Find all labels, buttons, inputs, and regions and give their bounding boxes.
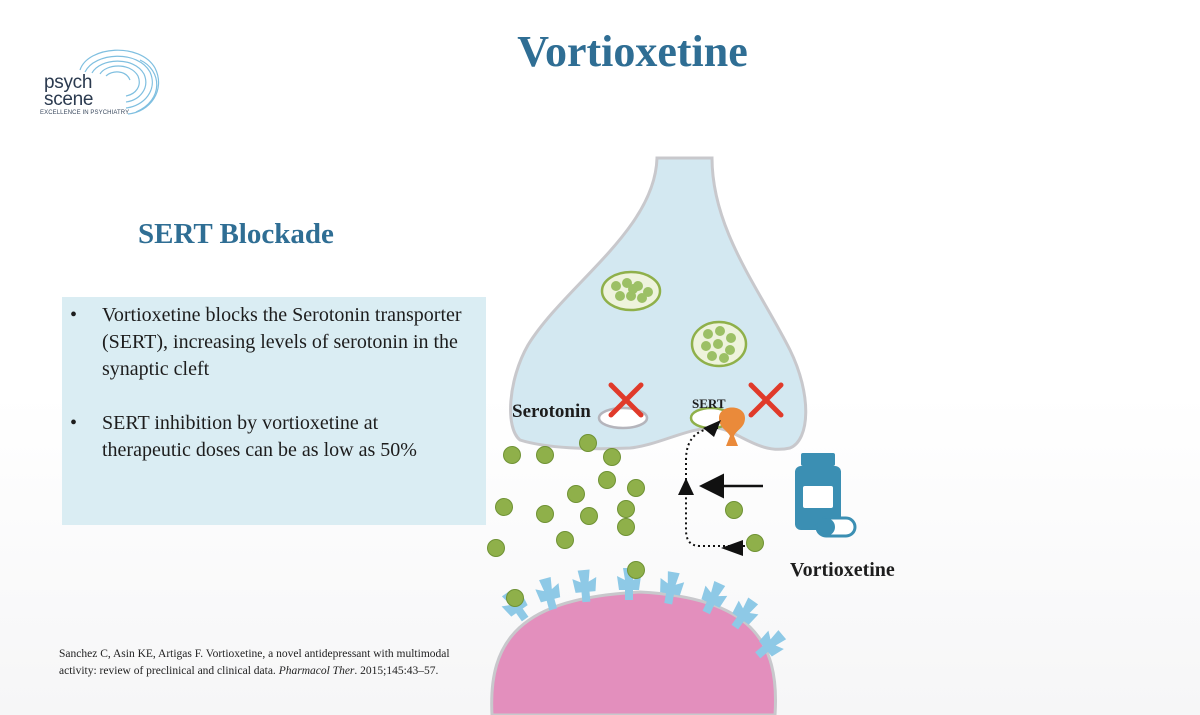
citation-journal: Pharmacol Ther [278,665,355,677]
logo-word-psych: psych [44,72,93,93]
arrowhead-icon [678,478,694,495]
synaptic-vesicle [602,272,660,310]
bullet-text: Vortioxetine blocks the Serotonin transporter (SERT), increasing levels of serotonin in the synaptic cleft [102,304,462,380]
synaptic-vesicle [692,322,746,366]
logo-word-scene: scene [44,89,94,110]
sert-protein-icon [719,408,745,447]
serotonin-label: Serotonin [512,401,591,422]
arrowhead-icon [721,540,743,556]
bullet-text: SERT inhibition by vortioxetine at therapeutic doses can be as low as 50% [102,412,417,461]
citation-details: . 2015;145:43–57. [354,665,439,677]
section-heading: SERT Blockade [138,218,334,250]
bullet-marker: • [70,304,78,326]
postsynaptic-neuron [492,592,776,715]
slide-title: Vortioxetine [517,27,748,76]
vortioxetine-label: Vortioxetine [790,559,895,581]
bullet-marker: • [70,412,78,434]
pill-bottle-icon [795,453,855,536]
citation [59,646,479,680]
sert-label: SERT [692,396,726,411]
logo-tagline: EXCELLENCE IN PSYCHIATRY [40,110,130,116]
citation-text: Sanchez C, Asin KE, Artigas F. Vortioxetine, a novel antidepressant with multimodal activity: review of preclinical and clinical data. [59,648,450,677]
